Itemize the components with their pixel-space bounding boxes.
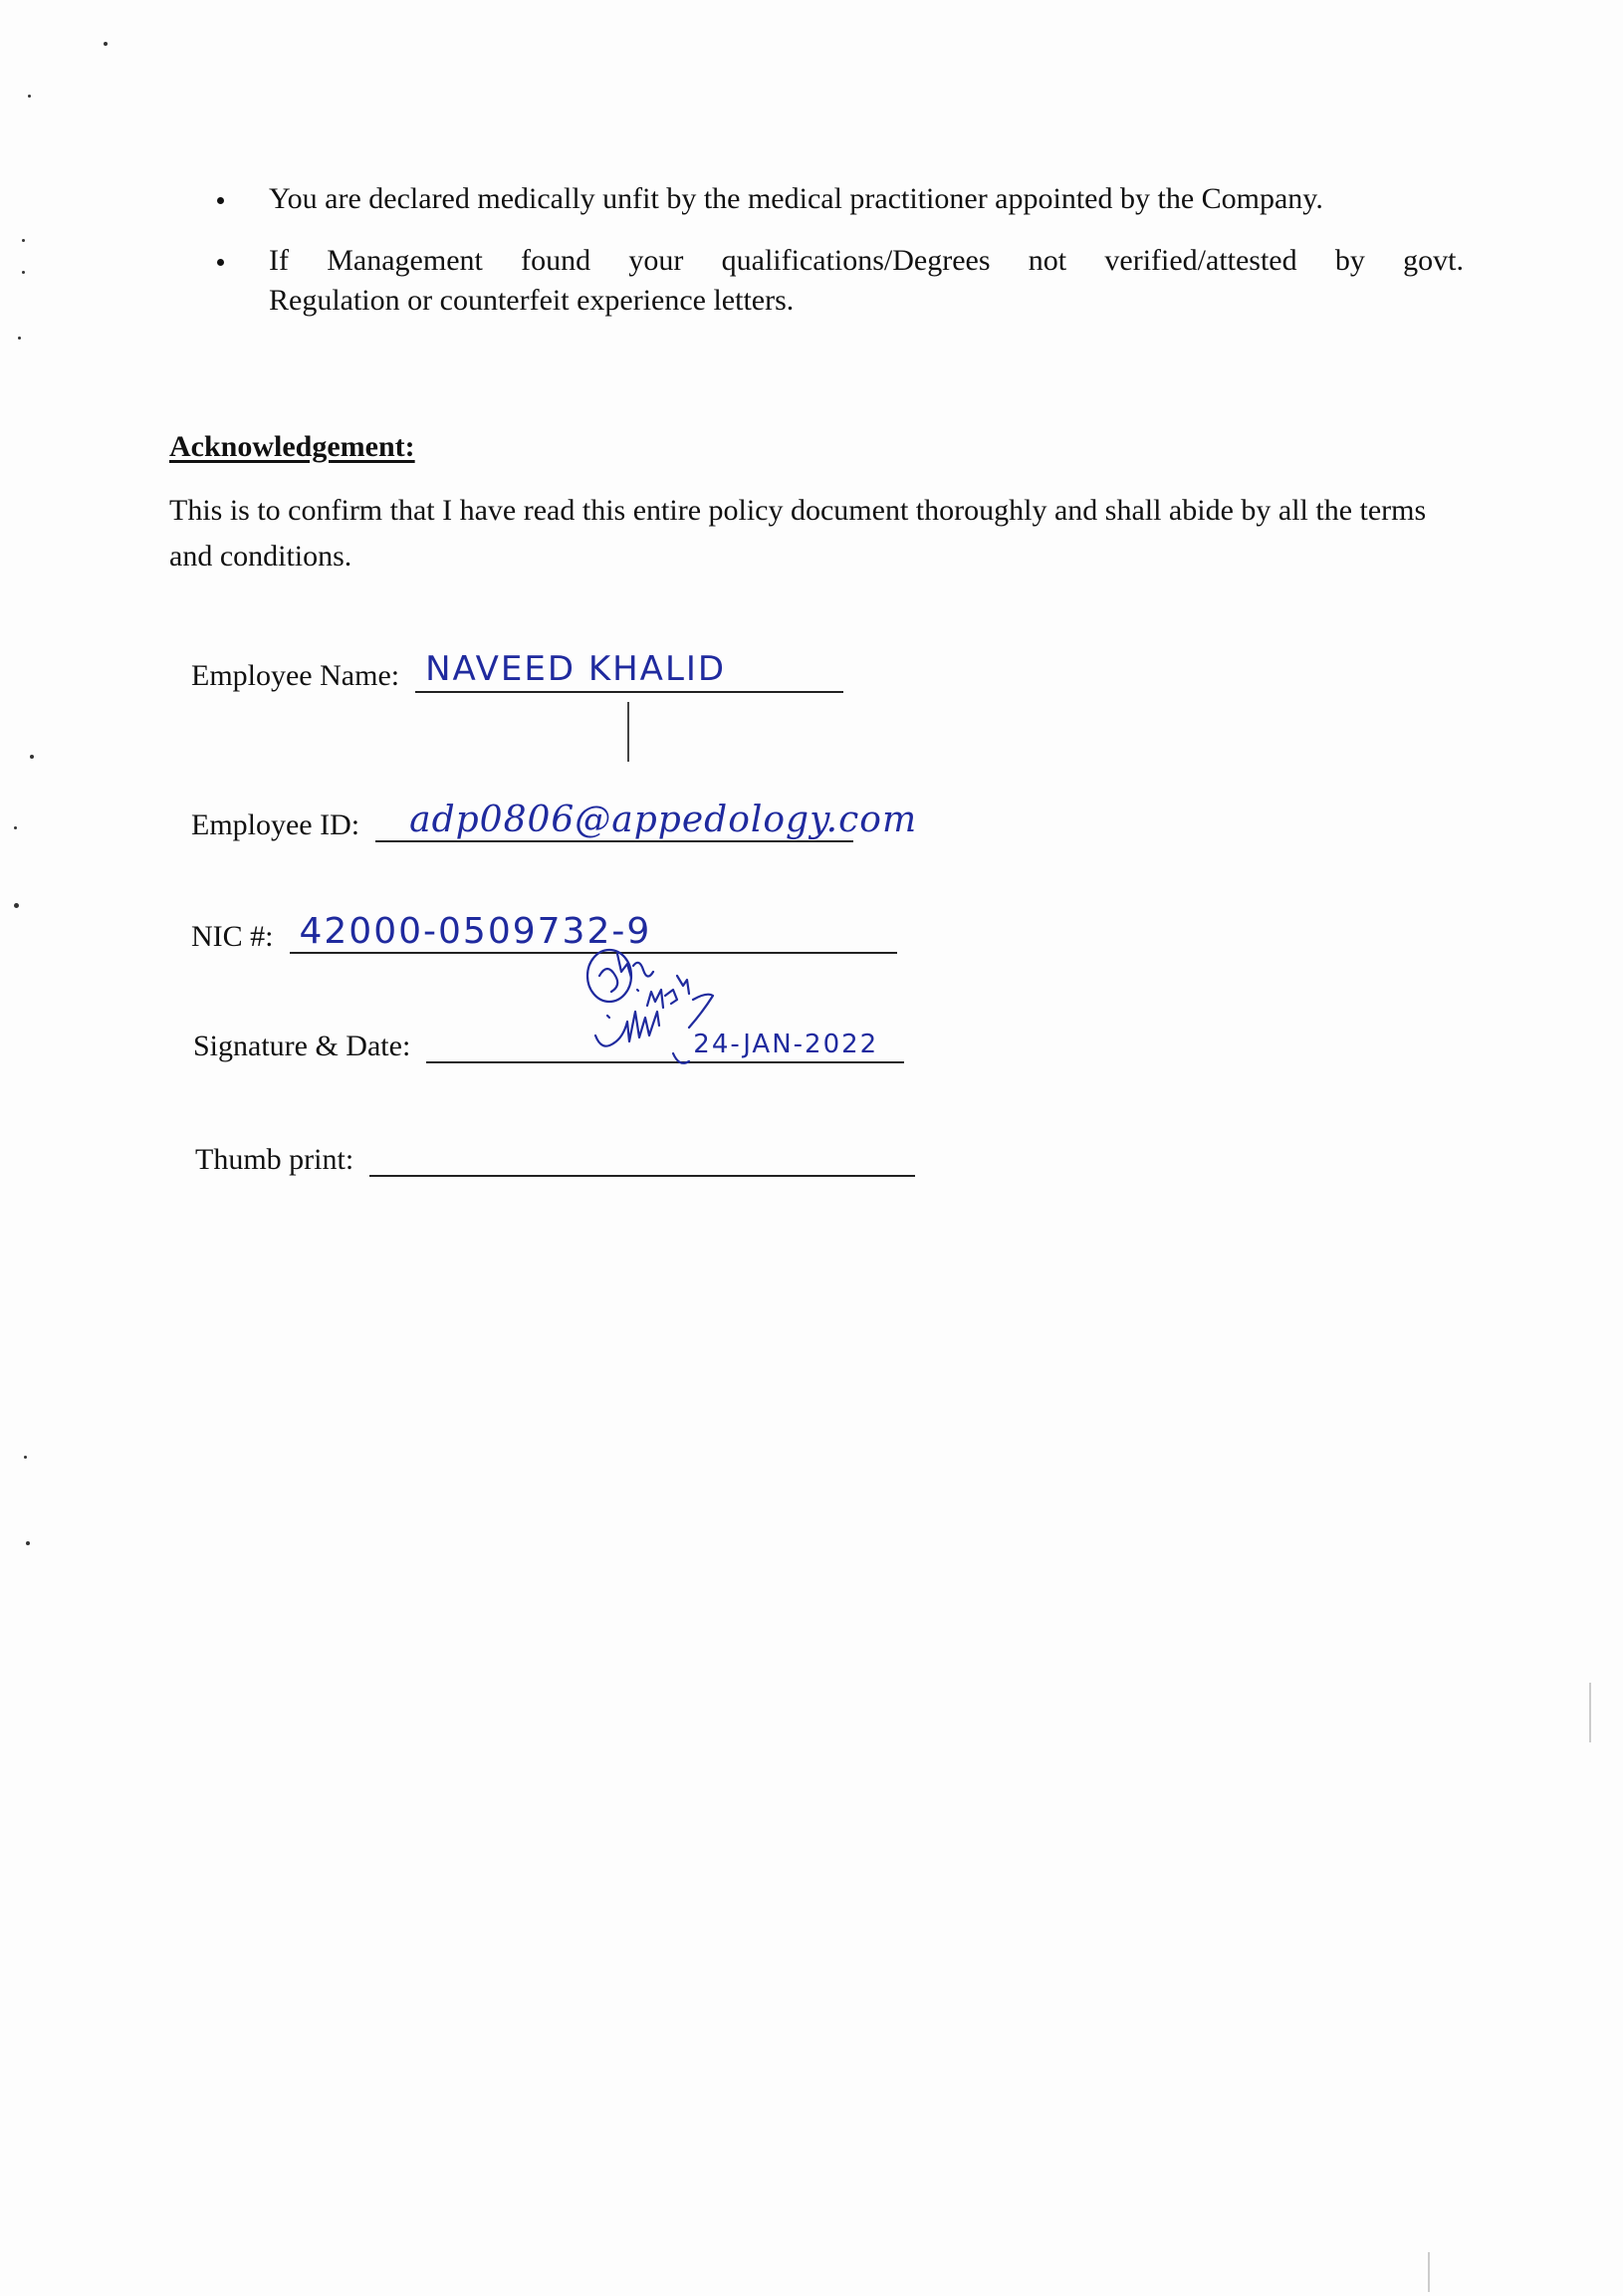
thumb-print-field bbox=[195, 1129, 915, 1177]
signature-date-label: Signature & Date: bbox=[193, 1030, 411, 1062]
scan-speck bbox=[18, 337, 21, 340]
bullet-list bbox=[209, 179, 1464, 343]
thumb-print-label: Thumb print: bbox=[195, 1143, 354, 1176]
employee-id-value: adp0806@appedology.com bbox=[409, 800, 918, 840]
scan-speck bbox=[22, 239, 25, 242]
employee-id-line[interactable] bbox=[375, 795, 918, 842]
scan-speck bbox=[30, 755, 34, 759]
bullet-continuation: Regulation or counterfeit experience letters. bbox=[269, 284, 795, 317]
scan-speck bbox=[24, 1456, 27, 1459]
nic-field bbox=[191, 906, 897, 954]
employee-name-field bbox=[191, 645, 843, 693]
scan-edge-mark bbox=[1589, 1683, 1591, 1742]
bullet-item bbox=[209, 241, 1464, 321]
scan-mark bbox=[627, 702, 629, 762]
employee-id-field bbox=[191, 795, 918, 842]
handwritten-signature bbox=[578, 946, 757, 1075]
scan-edge-mark bbox=[1428, 2252, 1430, 2292]
acknowledgement-heading: Acknowledgement: bbox=[169, 430, 415, 463]
scan-speck bbox=[14, 826, 17, 829]
bullet-item bbox=[209, 179, 1464, 219]
signature-date-value: 24-JAN-2022 bbox=[693, 1030, 879, 1059]
employee-name-line[interactable] bbox=[415, 645, 843, 693]
scan-speck bbox=[14, 903, 19, 908]
signature-date-field bbox=[193, 1016, 904, 1063]
bullet-dot bbox=[217, 197, 224, 204]
acknowledgement-text: This is to confirm that I have read this entire policy document thoroughly and shall abide by all the terms and conditions. bbox=[169, 494, 1427, 573]
nic-label: NIC #: bbox=[191, 920, 274, 953]
bullet-text: If Management found your qualifications/Degrees not verified/attested by govt. bbox=[269, 244, 1464, 277]
bullet-text: You are declared medically unfit by the medical practitioner appointed by the Company. bbox=[269, 182, 1323, 215]
employee-name-value: NAVEED KHALID bbox=[425, 649, 727, 689]
scan-speck bbox=[104, 42, 108, 46]
scan-speck bbox=[22, 271, 25, 274]
employee-id-label: Employee ID: bbox=[191, 808, 360, 841]
bullet-dot bbox=[217, 259, 224, 266]
nic-value: 42000-0509732-9 bbox=[299, 911, 652, 952]
thumb-print-line[interactable] bbox=[369, 1129, 915, 1177]
scan-speck bbox=[26, 1541, 30, 1545]
employee-name-label: Employee Name: bbox=[191, 659, 400, 692]
scan-speck bbox=[28, 95, 31, 98]
